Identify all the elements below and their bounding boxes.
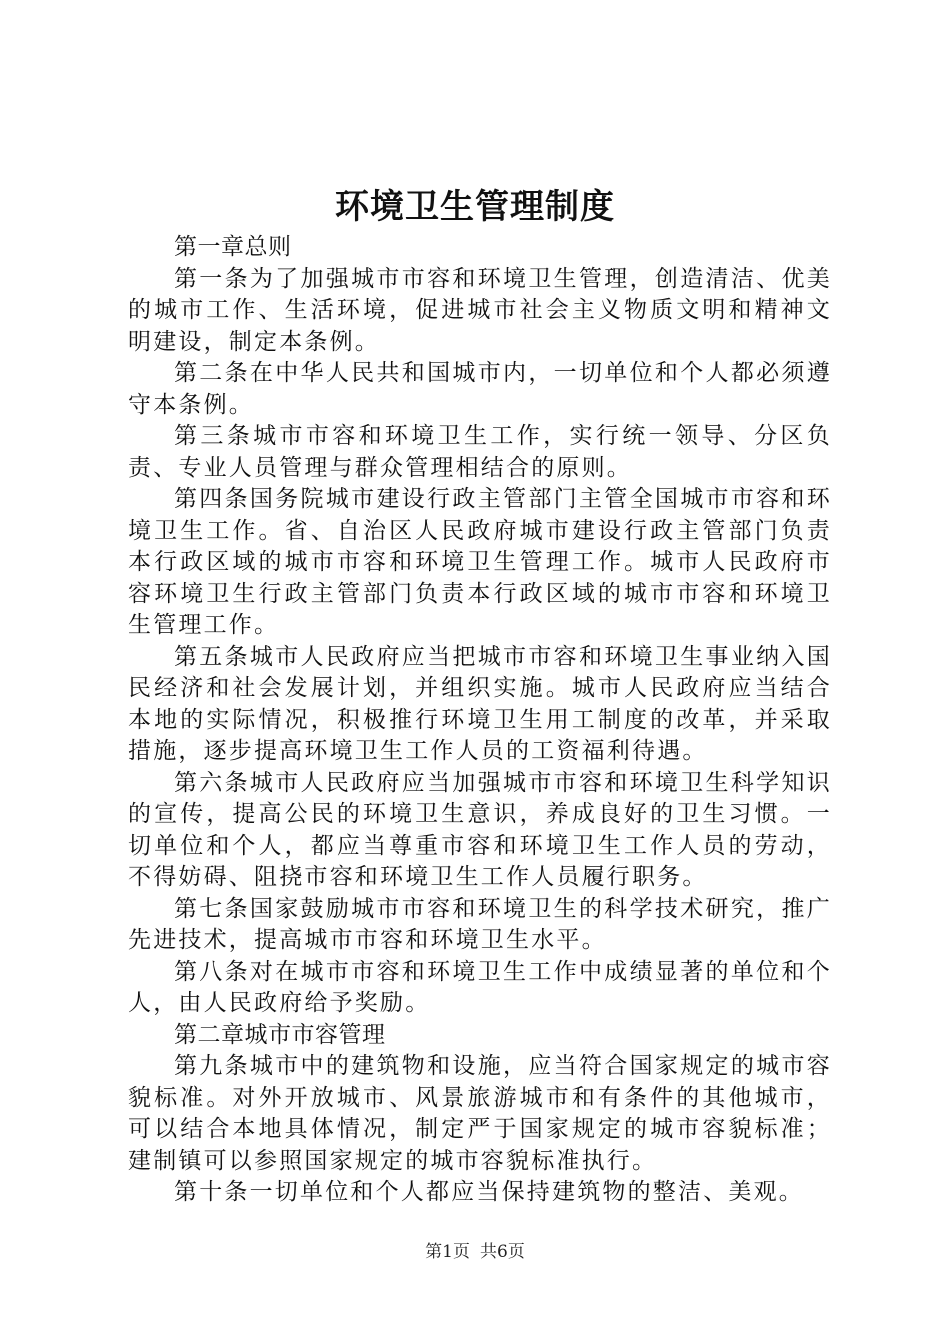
article-paragraph: 第七条国家鼓励城市市容和环境卫生的科学技术研究，推广先进技术，提高城市市容和环境卫生水平。 [128,895,832,953]
page-total: 共6页 [480,1242,525,1262]
article-paragraph: 第六条城市人民政府应当加强城市市容和环境卫生科学知识的宣传，提高公民的环境卫生意识，养成良好的卫生习惯。一切单位和个人，都应当尊重市容和环境卫生工作人员的劳动，不得妨碍、阻挠市容和环境卫生工作人员履行职务。 [128,769,832,890]
article-paragraph: 第八条对在城市市容和环境卫生工作中成绩显著的单位和个人，由人民政府给予奖励。 [128,958,832,1016]
document-body [128,232,832,1209]
chapter-heading: 第一章总则 [174,234,292,260]
document-title: 环境卫生管理制度 [335,187,615,227]
page-number: 第1页 [425,1242,470,1262]
article-paragraph: 第四条国务院城市建设行政主管部门主管全国城市市容和环境卫生工作。省、自治区人民政府城市建设行政主管部门负责本行政区域的城市市容和环境卫生管理工作。城市人民政府市容环境卫生行政主管部门负责本行政区域的城市市容和环境卫生管理工作。 [128,486,832,638]
article-paragraph: 第十条一切单位和个人都应当保持建筑物的整洁、美观。 [174,1179,804,1205]
article-paragraph: 第五条城市人民政府应当把城市市容和环境卫生事业纳入国民经济和社会发展计划，并组织实施。城市人民政府应当结合本地的实际情况，积极推行环境卫生用工制度的改革，并采取措施，逐步提高环境卫生工作人员的工资福利待遇。 [128,643,832,764]
article-paragraph: 第九条城市中的建筑物和设施，应当符合国家规定的城市容貌标准。对外开放城市、风景旅游城市和有条件的其他城市，可以结合本地具体情况，制定严于国家规定的城市容貌标准；建制镇可以参照国家规定的城市容貌标准执行。 [128,1053,832,1174]
article-paragraph: 第三条城市市容和环境卫生工作，实行统一领导、分区负责、专业人员管理与群众管理相结合的原则。 [128,423,832,481]
chapter-heading: 第二章城市市容管理 [174,1021,386,1048]
page-footer [0,1240,950,1264]
article-paragraph: 第一条为了加强城市市容和环境卫生管理，创造清洁、优美的城市工作、生活环境，促进城市社会主义物质文明和精神文明建设，制定本条例。 [128,265,832,355]
article-paragraph: 第二条在中华人民共和国城市内，一切单位和个人都必须遵守本条例。 [128,360,832,418]
